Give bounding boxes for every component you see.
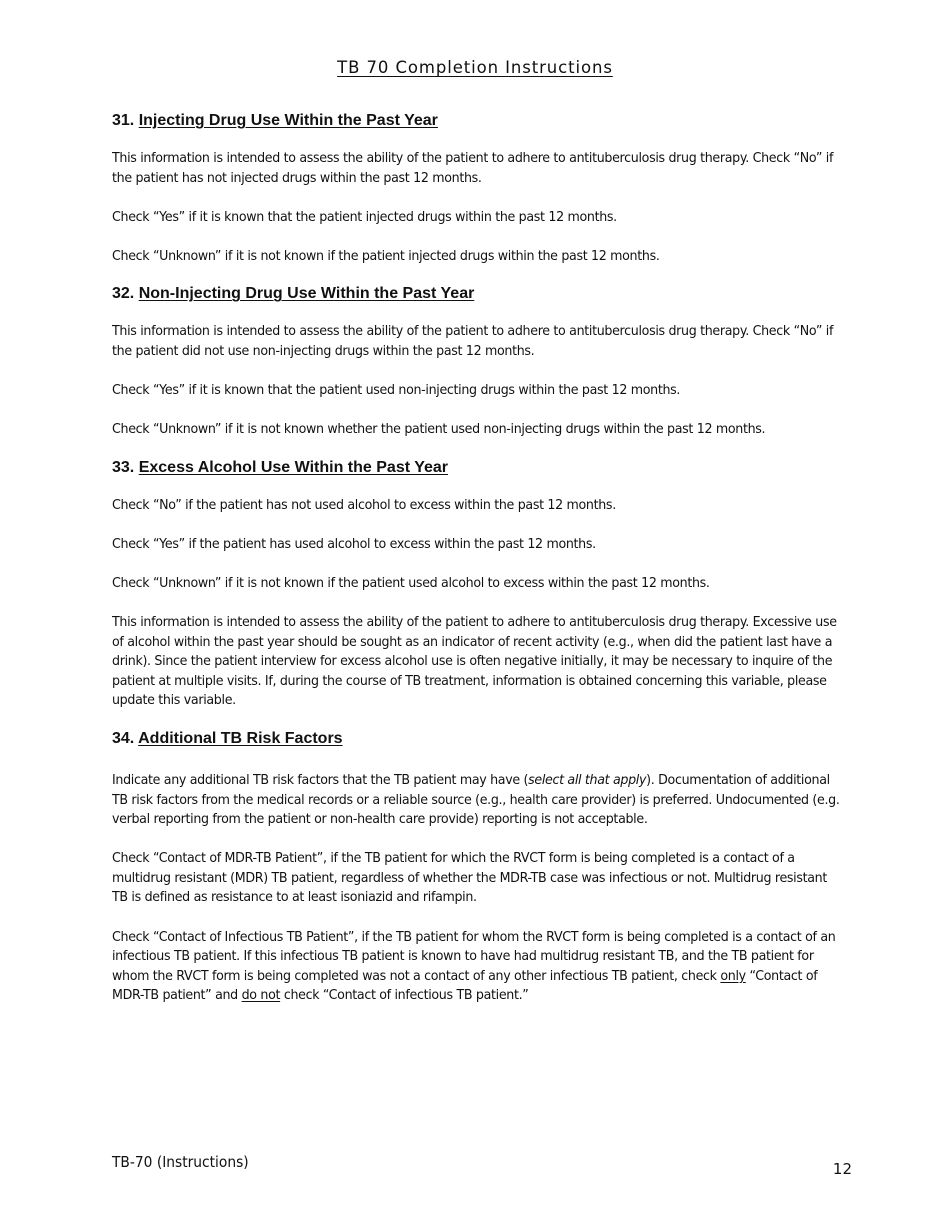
- paragraph: Check “Unknown” if it is not known whether the patient used non-injecting drugs within the past 12 months.: [112, 421, 766, 438]
- paragraph: This information is intended to assess the ability of the patient to adhere to antituberculosis drug therapy. Excessive use of alcohol within the past year should be sought as an indicator of recent activity (e.g., when did the patient last have a drink). Since the patient interview for excess alcohol use is often negative initially, it may be necessary to inquire of the patient at multiple visits. If, during the course of TB treatment, information is obtained concerning this variable, please update this variable.: [112, 614, 837, 709]
- section-number: 31.: [112, 112, 135, 129]
- text-run: Check “Contact of Infectious TB Patient”, if the TB patient for whom the RVCT form is being completed is a contact of an infectious TB patient. If this infectious TB patient is known to have had multidrug resistant TB, and the TB patient for whom the RVCT form is being completed was not a contact of any other infectious TB patient, check: [112, 928, 836, 984]
- paragraph: Check “No” if the patient has not used alcohol to excess within the past 12 months.: [112, 496, 616, 513]
- paragraph: Check “Yes” if the patient has used alcohol to excess within the past 12 months.: [112, 535, 596, 552]
- section-heading: [112, 284, 842, 304]
- underlined-text: do not: [241, 987, 281, 1004]
- paragraph: Check “Unknown” if it is not known if the patient injected drugs within the past 12 months.: [112, 247, 660, 264]
- section-number: 34.: [112, 730, 135, 747]
- italic-text: select all that apply: [528, 772, 647, 788]
- section-title: Excess Alcohol Use Within the Past Year: [138, 458, 449, 476]
- text-run: ). Documentation of additional TB risk factors from the medical records or a reliable source (e.g., health care provider) is preferred. Undocumented (e.g. verbal reporting from the patient or non-health care provide) reporting is not acceptable.: [112, 772, 840, 828]
- paragraph: [112, 928, 842, 1006]
- section-32: [112, 284, 842, 439]
- text-run: “Contact of MDR-TB patient” and: [112, 967, 818, 1004]
- section-title: Injecting Drug Use Within the Past Year: [138, 112, 438, 129]
- paragraph: Check “Yes” if it is known that the patient injected drugs within the past 12 months.: [112, 208, 617, 225]
- underlined-text: only: [720, 967, 746, 984]
- page-title: TB 70 Completion Instructions: [337, 58, 613, 77]
- section-title: Non-Injecting Drug Use Within the Past Year: [138, 285, 475, 303]
- section-31: [112, 111, 842, 266]
- page-number: 12: [832, 1160, 852, 1178]
- footer-doc-label: TB-70 (Instructions): [112, 1153, 249, 1171]
- paragraph: This information is intended to assess the ability of the patient to adhere to antituberculosis drug therapy. Check “No” if the patient has not injected drugs within the past 12 months.: [112, 150, 834, 186]
- section-heading: [112, 458, 842, 478]
- paragraph: Check “Contact of MDR-TB Patient”, if the TB patient for which the RVCT form is being completed is a contact of a multidrug resistant (MDR) TB patient, regardless of whether the MDR-TB case was infectious or not. Multidrug resistant TB is defined as resistance to at least isoniazid and rifampin.: [112, 850, 827, 906]
- section-33: [112, 458, 842, 711]
- paragraph: [112, 771, 842, 830]
- section-number: 32.: [112, 285, 135, 303]
- section-title: Additional TB Risk Factors: [138, 730, 343, 747]
- text-run: check “Contact of infectious TB patient.”: [280, 987, 529, 1004]
- paragraph: Check “Yes” if it is known that the patient used non-injecting drugs within the past 12 months.: [112, 382, 681, 399]
- section-heading: [112, 111, 842, 131]
- paragraph: Check “Unknown” if it is not known if the patient used alcohol to excess within the past 12 months.: [112, 574, 710, 591]
- document-body: [112, 111, 842, 1025]
- section-heading: [112, 729, 842, 749]
- paragraph: This information is intended to assess the ability of the patient to adhere to antituberculosis drug therapy. Check “No” if the patient did not use non-injecting drugs within the past 12 months.: [112, 323, 834, 359]
- text-run: Indicate any additional TB risk factors that the TB patient may have (: [112, 772, 529, 788]
- section-34: [112, 729, 842, 1006]
- section-number: 33.: [112, 458, 135, 476]
